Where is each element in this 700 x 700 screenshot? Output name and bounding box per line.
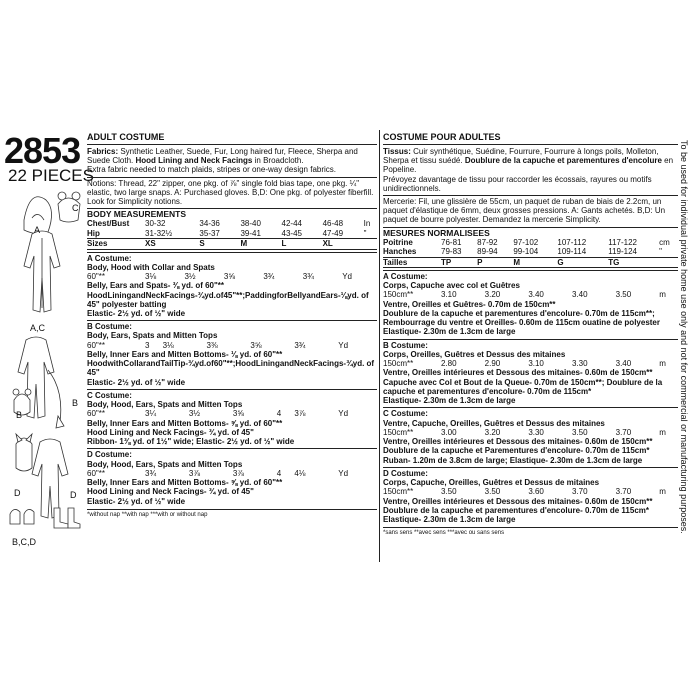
yardage-cell: 3.00 — [441, 427, 457, 437]
thumb-label-bcd: B,C,D — [12, 537, 37, 547]
yardage-cell: m — [659, 487, 666, 497]
section-subheading: Body, Hood with Collar and Spats — [87, 262, 215, 272]
nap-footnote: *without nap **with nap ***with or without nap — [87, 509, 377, 519]
yardage-cell: 2.90 — [484, 359, 501, 369]
yardage-cell: Yd — [338, 409, 349, 419]
yardage-row — [87, 409, 377, 418]
yardage-cell: 3.70 — [615, 487, 632, 497]
yardage-cell: 3 — [145, 340, 150, 350]
yardage-cell: 3.50 — [571, 427, 588, 437]
body-measurements-heading: BODY MEASUREMENTS — [87, 208, 377, 219]
costume-section — [87, 389, 377, 446]
yardage-cell: 3⅞ — [294, 409, 306, 419]
yardage-cell: 3¾ — [263, 272, 275, 282]
pieces-count: 22 PIECES — [8, 166, 94, 185]
pattern-number: 2853 — [4, 130, 81, 171]
section-subheading: Corps, Capuche avec col et Guêtres — [383, 281, 520, 291]
section-line: HoodLiningandNeckFacings-¾yd.of45"**;PaddingforBellyandEars-⅛yd. of 45" polyester batting — [87, 290, 369, 309]
section-line: Ribbon- 1⅜ yd. of 1½" wide; Elastic- 2½ yd. of ½" wide — [87, 437, 295, 447]
section-heading: C Costume: — [383, 409, 428, 419]
sizes-row: Sizes XS S M L XL — [87, 239, 377, 249]
yardage-cell: 3.40 — [528, 290, 544, 300]
yardage-cell: 3.50 — [484, 487, 501, 497]
doublure-text: en Popeline. — [383, 156, 674, 175]
section-line: Hood Lining and Neck Facings- ¾ yd. of 45" — [87, 427, 254, 437]
tissus-paragraph — [383, 147, 678, 175]
section-line: Elastique- 2.30m de 1.3cm de large — [383, 396, 516, 406]
yardage-cell: 150cm** — [383, 427, 414, 437]
yardage-row — [87, 341, 377, 350]
yardage-cell: 3½ — [184, 272, 196, 282]
thumb-label-d2: D — [14, 488, 21, 498]
section-subheading: Body, Hood, Ears, Spats and Mitten Tops — [87, 400, 243, 410]
yardage-cell: 3.70 — [571, 487, 588, 497]
section-line: Elastic- 2½ yd. of ½" wide — [87, 496, 186, 506]
yardage-cell: 3⅝ — [232, 409, 244, 419]
thumb-label-b2: B — [16, 410, 23, 420]
yardage-cell: 60"** — [87, 272, 105, 282]
yardage-cell: 3⅞ — [232, 468, 244, 478]
costume-section — [383, 407, 678, 464]
mittens-spats-icon — [6, 506, 82, 534]
section-heading: B Costume: — [87, 322, 132, 332]
yardage-cell: 150cm** — [383, 487, 414, 497]
section-heading: D Costume: — [383, 468, 428, 478]
yardage-cell: 3⅞ — [188, 468, 201, 478]
yardage-cell: 3.30 — [571, 359, 588, 369]
mesures-table — [383, 238, 678, 268]
yardage-cell: Yd — [342, 272, 352, 282]
yardage-cell: 3¾ — [302, 272, 314, 282]
section-line: Belly, Ears and Spats- ⅜ yd. of 60"** — [87, 281, 225, 291]
hood-lining-label: Hood Lining and Neck Facings — [135, 156, 253, 166]
english-instructions — [87, 132, 377, 519]
mercerie-paragraph: Mercerie: Fil, une glissière de 55cm, un paquet de ruban de biais de 2.2cm, un paquet d'élastique de 6mm, deux grosses pressions. A: Gants achetés. B,D: Un paquet de bourre polyester. Demandez la mercerie Simplicity. — [383, 195, 678, 225]
section-line: Ventre, Oreilles intérieures et Dessous des mitaines- 0.60m de 150cm** — [383, 437, 653, 447]
mesures-heading: MESURES NORMALISEES — [383, 227, 678, 238]
thumb-label-c: C — [72, 203, 79, 213]
costume-section — [87, 252, 377, 319]
yardage-cell: Yd — [338, 340, 349, 350]
costume-thumbnails — [2, 190, 82, 520]
yardage-cell: 3⅝ — [250, 340, 262, 350]
usage-side-note: To be used for individual private home use only and not for commercial or manufacturing purposes. — [679, 140, 689, 534]
section-subheading: Corps, Capuche, Oreilles, Guêtres et Dessus de mitaines — [383, 477, 600, 487]
yardage-cell: 4 — [276, 468, 282, 478]
yardage-cell: 3.70 — [615, 427, 632, 437]
section-line: Ventre, Oreilles intérieures et Dessous des mitaines- 0.60m de 150cm** — [383, 368, 653, 378]
fabrics-text: Synthetic Leather, Suede, Fur, Long haired fur, Fleece, Sherpa and Suede Cloth. — [87, 147, 358, 166]
section-line: HoodwithCollarandTailTip-¾yd.of60"**;HoodLiningandNeckFacings-¾yd. of 45" — [87, 359, 375, 378]
section-heading: A Costume: — [87, 253, 132, 263]
section-subheading: Corps, Oreilles, Guêtres et Dessus des mitaines — [383, 349, 566, 359]
body-measurements-table — [87, 219, 377, 249]
section-line: Capuche avec Col et Bout de la Queue- 0.70m de 150cm**; Doublure de la capuche et parementures d'encolure- 0.70m de 115cm* — [383, 377, 663, 396]
costume-section — [87, 320, 377, 387]
hood-d-icon — [16, 434, 32, 471]
yardage-cell: 150cm** — [383, 290, 414, 300]
yardage-cell: 3.10 — [441, 290, 457, 300]
yardage-cell: 3.50 — [615, 290, 632, 300]
sens-footnote: *sans sens **avec sens ***avec ou sans sens — [383, 527, 678, 537]
section-line: Elastic- 2½ yd. of ½" wide — [87, 377, 186, 387]
yardage-cell: 4⅛ — [294, 468, 306, 478]
section-line: Elastic- 2½ yd. of ½" wide — [87, 309, 186, 319]
yardage-cell: Yd — [338, 468, 349, 478]
section-line: Ruban- 1.20m de 3.8cm de large; Elastique- 2.30m de 1.3cm de large — [383, 455, 643, 465]
section-line: Elastique- 2.30m de 1.3cm de large — [383, 514, 516, 524]
yardage-cell: 60"** — [87, 409, 105, 419]
yardage-cell: 60"** — [87, 340, 105, 350]
yardage-cell: 3½ — [188, 409, 201, 419]
yardage-cell: 3.60 — [528, 487, 544, 497]
tissus-label: Tissus: — [383, 147, 411, 156]
yardage-cell: 3⅝ — [223, 272, 235, 282]
yardage-row — [383, 428, 678, 437]
thumb-label-b1: B — [72, 398, 79, 408]
yardage-cell: 3⅜ — [206, 340, 218, 350]
right-sections — [383, 270, 678, 524]
thumb-label-d1: D — [70, 490, 77, 500]
yardage-cell: 60"** — [87, 468, 105, 478]
section-line: Belly, Inner Ears and Mitten Bottoms- ⅛ yd. of 60"** — [87, 350, 283, 360]
hip-row: Hip 31-32½ 35-37 39-41 43-45 47-49 " — [87, 228, 367, 238]
fabrics-paragraph — [87, 147, 377, 165]
section-heading: A Costume: — [383, 272, 428, 282]
section-line: Belly, Inner Ears and Mitten Bottoms- ⅝ yd. of 60"** — [87, 478, 283, 488]
tissus-text: Cuir synthétique, Suédine, Fourrure, Fourrure à longs poils, Molleton, Sherpa et tissu suédé. — [383, 147, 659, 166]
yardage-cell: 3.30 — [528, 427, 544, 437]
yardage-cell: 150cm** — [383, 359, 414, 369]
section-line: Elastique- 2.30m de 1.3cm de large — [383, 327, 516, 337]
costume-section — [87, 448, 377, 505]
costume-section — [383, 270, 678, 337]
yardage-cell: 3⅛ — [162, 340, 174, 350]
section-line: Belly, Inner Ears and Mitten Bottoms- ⅝ yd. of 60"** — [87, 418, 283, 428]
costume-section — [383, 467, 678, 524]
hanches-row: Hanches 79-83 89-94 99-104 109-114 119-124 " — [383, 247, 662, 257]
yardage-cell: 3.40 — [571, 290, 588, 300]
yardage-cell: m — [659, 359, 666, 369]
section-line: Doublure de la capuche et parementures d'encolure- 0.70m de 115cm* — [383, 505, 649, 515]
yardage-cell: 3.20 — [484, 427, 501, 437]
extra-fabric-note: Extra fabric needed to match plaids, stripes or one-way design fabrics. — [87, 165, 337, 175]
yardage-cell: 3.20 — [484, 290, 501, 300]
hood-lining-text: in Broadcloth. — [252, 156, 304, 166]
section-line: Doublure de la capuche et Parementures d'encolure- 0.70m de 115cm* — [383, 446, 650, 456]
yardage-cell: 3.40 — [615, 359, 632, 369]
poitrine-row: Poitrine 76-81 87-92 97-102 107-112 117-122 cm — [383, 237, 670, 247]
costume-section — [383, 339, 678, 406]
yardage-row — [383, 359, 678, 368]
yardage-cell: 3¼ — [145, 409, 157, 419]
yardage-cell: m — [659, 290, 666, 300]
french-instructions — [383, 132, 678, 537]
yardage-cell: 4 — [276, 409, 282, 419]
section-heading: C Costume: — [87, 390, 132, 400]
section-line: Ventre, Oreilles intérieures et Dessous des mitaines- 0.60m de 150cm** — [383, 496, 653, 506]
left-sections — [87, 252, 377, 506]
section-subheading: Body, Hood, Ears, Spats and Mitten Tops — [87, 459, 243, 469]
section-heading: B Costume: — [383, 340, 428, 350]
section-line: Hood Lining and Neck Facings- ¾ yd. of 45" — [87, 487, 254, 497]
bodysuit-ac-icon — [24, 231, 60, 312]
doublure-label: Doublure de la capuche et parementures d'encolure — [464, 156, 662, 166]
adult-costume-title: ADULT COSTUME — [87, 132, 377, 145]
yardage-cell: 3.50 — [441, 487, 457, 497]
yardage-cell: 2.80 — [441, 359, 457, 369]
yardage-cell: m — [659, 427, 666, 437]
extra-tissu-note: Prévoyez davantage de tissu pour raccorder les écossais, rayures ou motifs unidirectionnels. — [383, 174, 652, 193]
notions-paragraph: Notions: Thread, 22" zipper, one pkg. of ⅞" single fold bias tape, one pkg. ¼" elastic, two large snaps. A: Purchased gloves. B,D: One pkg. of polyester fiberfill. Look for Simplicity notions. — [87, 177, 377, 207]
section-subheading: Ventre, Capuche, Oreilles, Guêtres et Dessus des mitaines — [383, 418, 605, 428]
thumb-label-ac: A,C — [30, 323, 46, 333]
fabrics-label: Fabrics: — [87, 147, 119, 156]
yardage-cell: 3⅛ — [145, 272, 157, 282]
yardage-row — [87, 469, 377, 478]
thumb-label-a: A — [34, 225, 41, 235]
yardage-cell: 3¾ — [145, 468, 157, 478]
yardage-cell: 3.10 — [528, 359, 544, 369]
section-heading: D Costume: — [87, 450, 132, 460]
chest-row: Chest/Bust 30-32 34-36 38-40 42-44 46-48 In — [87, 219, 371, 229]
section-line: Ventre, Oreilles et Guêtres- 0.70m de 150cm** — [383, 299, 556, 309]
costume-pour-adultes-title: COSTUME POUR ADULTES — [383, 132, 678, 145]
section-line: Doublure de la capuche et parementures d'encolure- 0.70m de 115cm**; — [383, 309, 655, 319]
column-divider — [379, 130, 380, 562]
yardage-cell: 3¾ — [294, 340, 306, 350]
yardage-row — [87, 272, 377, 281]
yardage-row — [383, 487, 678, 496]
section-subheading: Body, Ears, Spats and Mitten Tops — [87, 331, 218, 341]
yardage-row — [383, 290, 678, 299]
tailles-row: Tailles TP P M G TG — [383, 257, 678, 267]
section-line: Rembourrage du ventre et Oreilles- 0.60m de 115cm ouatine de polyester — [383, 318, 660, 328]
